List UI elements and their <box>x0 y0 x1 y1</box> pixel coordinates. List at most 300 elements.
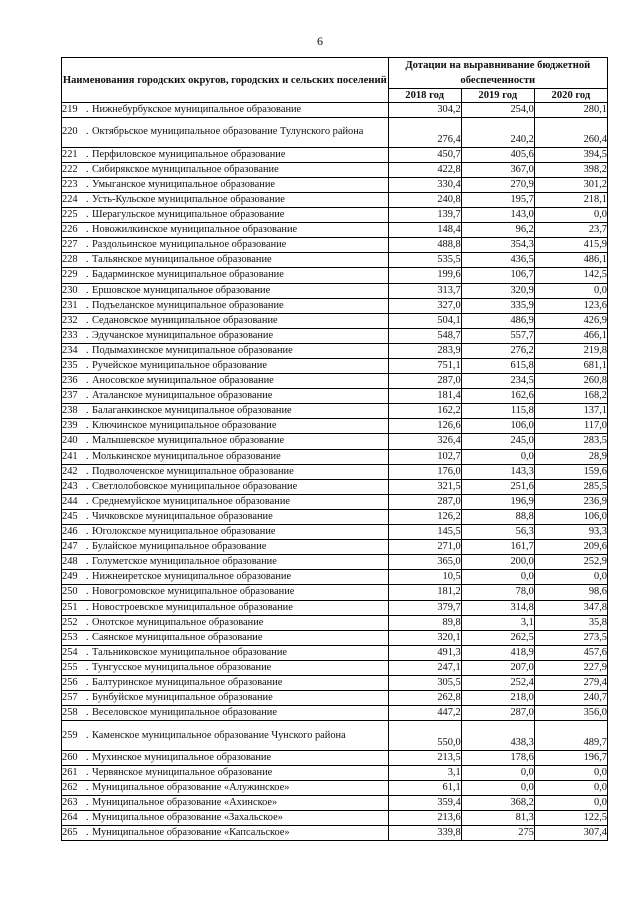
row-number: 229 <box>62 269 78 281</box>
row-number-dot: . <box>86 209 89 221</box>
table-row <box>62 525 608 540</box>
value-2019: 252,4 <box>461 675 534 690</box>
subsidy-group-header: Дотации на выравнивание бюджетной обеспеченности <box>388 58 607 89</box>
value-2019: 3,1 <box>461 615 534 630</box>
municipality-name: Перфиловское муниципальное образование <box>92 148 286 160</box>
table-row <box>62 283 608 298</box>
value-2018: 139,7 <box>388 208 461 223</box>
municipality-name: Шерагульское муниципальное образование <box>92 209 285 221</box>
row-number: 223 <box>62 178 78 190</box>
value-2019: 115,8 <box>461 404 534 419</box>
municipality-cell <box>62 600 389 615</box>
table-row <box>62 615 608 630</box>
municipality-cell <box>62 103 389 118</box>
value-2020: 117,0 <box>534 419 607 434</box>
row-number-dot: . <box>86 707 89 719</box>
row-number-dot: . <box>86 178 89 190</box>
value-2020: 123,6 <box>534 298 607 313</box>
value-2019: 88,8 <box>461 509 534 524</box>
municipality-cell <box>62 328 389 343</box>
table-body <box>62 103 608 841</box>
row-number-dot: . <box>86 360 89 371</box>
municipality-name: Седановское муниципальное образование <box>92 314 278 326</box>
row-number: 230 <box>62 284 78 296</box>
municipality-cell <box>62 359 389 374</box>
row-number: 219 <box>62 104 78 115</box>
value-2019: 436,5 <box>461 253 534 268</box>
value-2020: 23,7 <box>534 223 607 238</box>
value-2019: 287,0 <box>461 706 534 721</box>
value-2019: 0,0 <box>461 449 534 464</box>
row-number-dot: . <box>86 782 89 794</box>
row-number: 247 <box>62 541 78 553</box>
municipality-cell <box>62 177 389 192</box>
municipality-cell <box>62 449 389 464</box>
value-2018: 535,5 <box>388 253 461 268</box>
municipality-cell <box>62 706 389 721</box>
municipality-cell <box>62 208 389 223</box>
value-2018: 126,6 <box>388 419 461 434</box>
value-2019: 262,5 <box>461 630 534 645</box>
value-2019: 418,9 <box>461 645 534 660</box>
value-2020: 466,1 <box>534 328 607 343</box>
table-row <box>62 192 608 207</box>
value-2018: 450,7 <box>388 147 461 162</box>
municipality-name: Нижнебурбукское муниципальное образование <box>92 104 302 115</box>
row-number-dot: . <box>86 420 89 432</box>
value-2020: 486,1 <box>534 253 607 268</box>
municipality-name: Аносовское муниципальное образование <box>92 375 274 387</box>
municipality-cell <box>62 765 389 780</box>
value-2020: 137,1 <box>534 404 607 419</box>
value-2019: 615,8 <box>461 359 534 374</box>
value-2019: 234,5 <box>461 374 534 389</box>
municipality-name: Балтуринское муниципальное образование <box>92 676 283 688</box>
municipality-cell <box>62 162 389 177</box>
row-number: 225 <box>62 209 78 221</box>
value-2019: 314,8 <box>461 600 534 615</box>
municipality-cell <box>62 721 389 751</box>
row-number: 257 <box>62 692 78 704</box>
table-row <box>62 268 608 283</box>
municipality-name: Муниципальное образование «Капсальское» <box>92 827 290 839</box>
municipality-cell <box>62 238 389 253</box>
municipality-name: Среднемуйское муниципальное образование <box>92 495 290 507</box>
value-2020: 35,8 <box>534 615 607 630</box>
value-2020: 218,1 <box>534 192 607 207</box>
value-2020: 159,6 <box>534 464 607 479</box>
value-2019: 368,2 <box>461 796 534 811</box>
municipality-name: Ручейское муниципальное образование <box>92 360 267 371</box>
row-number-dot: . <box>86 797 89 809</box>
value-2018: 162,2 <box>388 404 461 419</box>
value-2018: 326,4 <box>388 434 461 449</box>
table-row <box>62 706 608 721</box>
table-row <box>62 404 608 419</box>
table-row <box>62 600 608 615</box>
municipality-cell <box>62 555 389 570</box>
row-number-dot: . <box>86 390 89 402</box>
row-number-dot: . <box>86 435 89 447</box>
municipality-cell <box>62 147 389 162</box>
value-2018: 447,2 <box>388 706 461 721</box>
value-2018: 504,1 <box>388 313 461 328</box>
value-2019: 438,3 <box>461 721 534 751</box>
municipality-cell <box>62 268 389 283</box>
municipality-cell <box>62 494 389 509</box>
table-row <box>62 298 608 313</box>
value-2020: 0,0 <box>534 570 607 585</box>
value-2018: 102,7 <box>388 449 461 464</box>
row-number-dot: . <box>86 692 89 704</box>
table-row <box>62 479 608 494</box>
table-row <box>62 721 608 751</box>
row-number-dot: . <box>86 299 89 311</box>
value-2020: 273,5 <box>534 630 607 645</box>
value-2019: 405,6 <box>461 147 534 162</box>
row-number: 226 <box>62 224 78 236</box>
row-number-dot: . <box>86 269 89 281</box>
municipality-name: Аталанское муниципальное образование <box>92 390 273 402</box>
municipality-name: Подымахинское муниципальное образование <box>92 344 293 356</box>
value-2020: 0,0 <box>534 796 607 811</box>
row-number: 250 <box>62 586 78 598</box>
row-number: 224 <box>62 193 78 205</box>
municipality-name: Эдучанское муниципальное образование <box>92 329 274 341</box>
value-2019: 270,9 <box>461 177 534 192</box>
municipality-name: Голуметское муниципальное образование <box>92 556 277 568</box>
value-2018: 3,1 <box>388 765 461 780</box>
row-number-dot: . <box>86 126 89 138</box>
table-row <box>62 103 608 118</box>
table-row <box>62 811 608 826</box>
name-column-header: Наименования городских округов, городских и сельских поселений <box>62 58 389 103</box>
row-number-dot: . <box>86 646 89 658</box>
municipality-cell <box>62 283 389 298</box>
municipality-cell <box>62 419 389 434</box>
row-number-dot: . <box>86 465 89 477</box>
value-2020: 93,3 <box>534 525 607 540</box>
value-2019: 320,9 <box>461 283 534 298</box>
row-number: 231 <box>62 299 78 311</box>
municipality-name: Чичковское муниципальное образование <box>92 510 273 522</box>
value-2020: 283,5 <box>534 434 607 449</box>
value-2019: 196,9 <box>461 494 534 509</box>
municipality-cell <box>62 509 389 524</box>
row-number-dot: . <box>86 751 89 763</box>
value-2019: 161,7 <box>461 540 534 555</box>
table-row <box>62 359 608 374</box>
value-2019: 0,0 <box>461 781 534 796</box>
municipality-name: Новожилкинское муниципальное образование <box>92 224 298 236</box>
municipality-name: Каменское муниципальное образование Чунского района <box>92 729 346 741</box>
row-number: 234 <box>62 344 78 356</box>
value-2019: 96,2 <box>461 223 534 238</box>
municipality-name: Червянское муниципальное образование <box>92 766 273 778</box>
table-row <box>62 691 608 706</box>
row-number: 246 <box>62 526 78 538</box>
table-header <box>62 58 608 103</box>
municipality-cell <box>62 811 389 826</box>
value-2018: 181,2 <box>388 585 461 600</box>
row-number: 248 <box>62 556 78 568</box>
table-row <box>62 419 608 434</box>
year-header-2020: 2020 год <box>534 89 607 103</box>
value-2020: 280,1 <box>534 103 607 118</box>
value-2018: 61,1 <box>388 781 461 796</box>
value-2018: 359,4 <box>388 796 461 811</box>
value-2020: 196,7 <box>534 750 607 765</box>
row-number-dot: . <box>86 766 89 778</box>
row-number-dot: . <box>86 495 89 507</box>
municipality-cell <box>62 298 389 313</box>
value-2018: 10,5 <box>388 570 461 585</box>
municipality-name: Муниципальное образование «Алужинское» <box>92 782 290 794</box>
municipality-cell <box>62 404 389 419</box>
value-2020: 227,9 <box>534 660 607 675</box>
value-2019: 0,0 <box>461 765 534 780</box>
value-2019: 218,0 <box>461 691 534 706</box>
value-2020: 347,8 <box>534 600 607 615</box>
row-number-dot: . <box>86 375 89 387</box>
municipality-cell <box>62 479 389 494</box>
row-number: 237 <box>62 390 78 402</box>
row-number: 221 <box>62 148 78 160</box>
value-2020: 142,5 <box>534 268 607 283</box>
municipality-cell <box>62 464 389 479</box>
municipality-name: Новогромовское муниципальное образование <box>92 586 295 598</box>
municipality-cell <box>62 192 389 207</box>
municipality-name: Мухинское муниципальное образование <box>92 751 272 763</box>
value-2020: 681,1 <box>534 359 607 374</box>
value-2020: 285,5 <box>534 479 607 494</box>
table-row <box>62 494 608 509</box>
municipality-cell <box>62 660 389 675</box>
row-number: 235 <box>62 360 78 371</box>
row-number-dot: . <box>86 526 89 538</box>
table-row <box>62 645 608 660</box>
value-2018: 283,9 <box>388 343 461 358</box>
row-number: 251 <box>62 601 78 613</box>
value-2019: 207,0 <box>461 660 534 675</box>
value-2019: 240,2 <box>461 118 534 148</box>
row-number: 227 <box>62 239 78 251</box>
row-number-dot: . <box>86 193 89 205</box>
row-number: 239 <box>62 420 78 432</box>
value-2019: 354,3 <box>461 238 534 253</box>
row-number-dot: . <box>86 556 89 568</box>
table-row <box>62 343 608 358</box>
value-2020: 260,8 <box>534 374 607 389</box>
row-number: 254 <box>62 646 78 658</box>
value-2018: 176,0 <box>388 464 461 479</box>
row-number-dot: . <box>86 676 89 688</box>
row-number: 222 <box>62 163 78 175</box>
table-row <box>62 509 608 524</box>
row-number: 244 <box>62 495 78 507</box>
value-2018: 199,6 <box>388 268 461 283</box>
value-2019: 78,0 <box>461 585 534 600</box>
value-2020: 106,0 <box>534 509 607 524</box>
value-2019: 251,6 <box>461 479 534 494</box>
row-number: 252 <box>62 616 78 628</box>
row-number: 255 <box>62 661 78 673</box>
municipality-name: Подъеланское муниципальное образование <box>92 299 284 311</box>
municipality-name: Раздольинское муниципальное образование <box>92 239 287 251</box>
municipality-cell <box>62 675 389 690</box>
municipality-cell <box>62 645 389 660</box>
municipality-cell <box>62 223 389 238</box>
table-row <box>62 675 608 690</box>
row-number-dot: . <box>86 586 89 598</box>
row-number-dot: . <box>86 480 89 492</box>
table-row <box>62 630 608 645</box>
table-row <box>62 449 608 464</box>
municipality-cell <box>62 826 389 841</box>
municipality-name: Балаганкинское муниципальное образование <box>92 405 292 417</box>
row-number: 260 <box>62 751 78 763</box>
municipality-cell <box>62 253 389 268</box>
value-2018: 240,8 <box>388 192 461 207</box>
value-2018: 330,4 <box>388 177 461 192</box>
value-2018: 247,1 <box>388 660 461 675</box>
value-2018: 181,4 <box>388 389 461 404</box>
municipality-name: Юголокское муниципальное образование <box>92 526 276 538</box>
value-2019: 143,3 <box>461 464 534 479</box>
value-2018: 305,5 <box>388 675 461 690</box>
row-number: 241 <box>62 450 78 462</box>
value-2018: 321,5 <box>388 479 461 494</box>
table-row <box>62 253 608 268</box>
value-2018: 320,1 <box>388 630 461 645</box>
value-2020: 279,4 <box>534 675 607 690</box>
municipality-cell <box>62 389 389 404</box>
value-2020: 457,6 <box>534 645 607 660</box>
value-2019: 275 <box>461 826 534 841</box>
value-2018: 339,8 <box>388 826 461 841</box>
value-2019: 486,9 <box>461 313 534 328</box>
value-2019: 254,0 <box>461 103 534 118</box>
value-2018: 327,0 <box>388 298 461 313</box>
municipality-name: Светлолобовское муниципальное образование <box>92 480 298 492</box>
municipality-cell <box>62 615 389 630</box>
value-2018: 550,0 <box>388 721 461 751</box>
value-2020: 240,7 <box>534 691 607 706</box>
table-row <box>62 765 608 780</box>
table-row <box>62 208 608 223</box>
municipality-cell <box>62 781 389 796</box>
value-2018: 213,5 <box>388 750 461 765</box>
row-number-dot: . <box>86 329 89 341</box>
municipality-cell <box>62 374 389 389</box>
municipality-name: Бадарминское муниципальное образование <box>92 269 284 281</box>
row-number-dot: . <box>86 104 89 115</box>
municipality-name: Подволоченское муниципальное образование <box>92 465 294 477</box>
row-number-dot: . <box>86 284 89 296</box>
value-2018: 126,2 <box>388 509 461 524</box>
value-2019: 106,7 <box>461 268 534 283</box>
value-2020: 489,7 <box>534 721 607 751</box>
municipality-name: Сибирякское муниципальное образование <box>92 163 279 175</box>
value-2019: 367,0 <box>461 162 534 177</box>
value-2020: 301,2 <box>534 177 607 192</box>
value-2018: 271,0 <box>388 540 461 555</box>
value-2019: 195,7 <box>461 192 534 207</box>
value-2018: 262,8 <box>388 691 461 706</box>
row-number: 261 <box>62 766 78 778</box>
value-2020: 236,9 <box>534 494 607 509</box>
value-2020: 0,0 <box>534 765 607 780</box>
municipality-cell <box>62 540 389 555</box>
municipality-name: Октябрьское муниципальное образование Тулунского района <box>92 126 364 138</box>
row-number-dot: . <box>86 450 89 462</box>
value-2020: 426,9 <box>534 313 607 328</box>
row-number-dot: . <box>86 224 89 236</box>
row-number: 228 <box>62 254 78 266</box>
municipality-cell <box>62 525 389 540</box>
municipality-cell <box>62 434 389 449</box>
municipality-cell <box>62 630 389 645</box>
table-row <box>62 374 608 389</box>
municipality-name: Усть-Кульское муниципальное образование <box>92 193 285 205</box>
table-row <box>62 223 608 238</box>
value-2018: 488,8 <box>388 238 461 253</box>
value-2020: 0,0 <box>534 283 607 298</box>
row-number: 256 <box>62 676 78 688</box>
row-number-dot: . <box>86 827 89 839</box>
row-number: 253 <box>62 631 78 643</box>
value-2019: 56,3 <box>461 525 534 540</box>
value-2018: 304,2 <box>388 103 461 118</box>
municipality-name: Ершовское муниципальное образование <box>92 284 271 296</box>
row-number: 262 <box>62 782 78 794</box>
table-row <box>62 464 608 479</box>
municipality-name: Ключинское муниципальное образование <box>92 420 277 432</box>
value-2019: 162,6 <box>461 389 534 404</box>
value-2020: 168,2 <box>534 389 607 404</box>
table-row <box>62 750 608 765</box>
municipality-name: Тунгусское муниципальное образование <box>92 661 272 673</box>
value-2018: 379,7 <box>388 600 461 615</box>
table-row <box>62 434 608 449</box>
row-number-dot: . <box>86 571 89 583</box>
municipality-cell <box>62 570 389 585</box>
table-row <box>62 118 608 148</box>
value-2018: 365,0 <box>388 555 461 570</box>
table-row <box>62 570 608 585</box>
municipality-cell <box>62 750 389 765</box>
table-row <box>62 162 608 177</box>
row-number-dot: . <box>86 344 89 356</box>
table-row <box>62 826 608 841</box>
row-number-dot: . <box>86 163 89 175</box>
table-row <box>62 177 608 192</box>
value-2019: 557,7 <box>461 328 534 343</box>
value-2020: 28,9 <box>534 449 607 464</box>
row-number-dot: . <box>86 729 89 741</box>
row-number: 258 <box>62 707 78 719</box>
value-2020: 260,4 <box>534 118 607 148</box>
value-2020: 398,2 <box>534 162 607 177</box>
value-2019: 245,0 <box>461 434 534 449</box>
table-row <box>62 313 608 328</box>
municipality-cell <box>62 313 389 328</box>
municipality-name: Муниципальное образование «Ахинское» <box>92 797 278 809</box>
value-2020: 122,5 <box>534 811 607 826</box>
value-2020: 209,6 <box>534 540 607 555</box>
table-row <box>62 555 608 570</box>
value-2018: 89,8 <box>388 615 461 630</box>
